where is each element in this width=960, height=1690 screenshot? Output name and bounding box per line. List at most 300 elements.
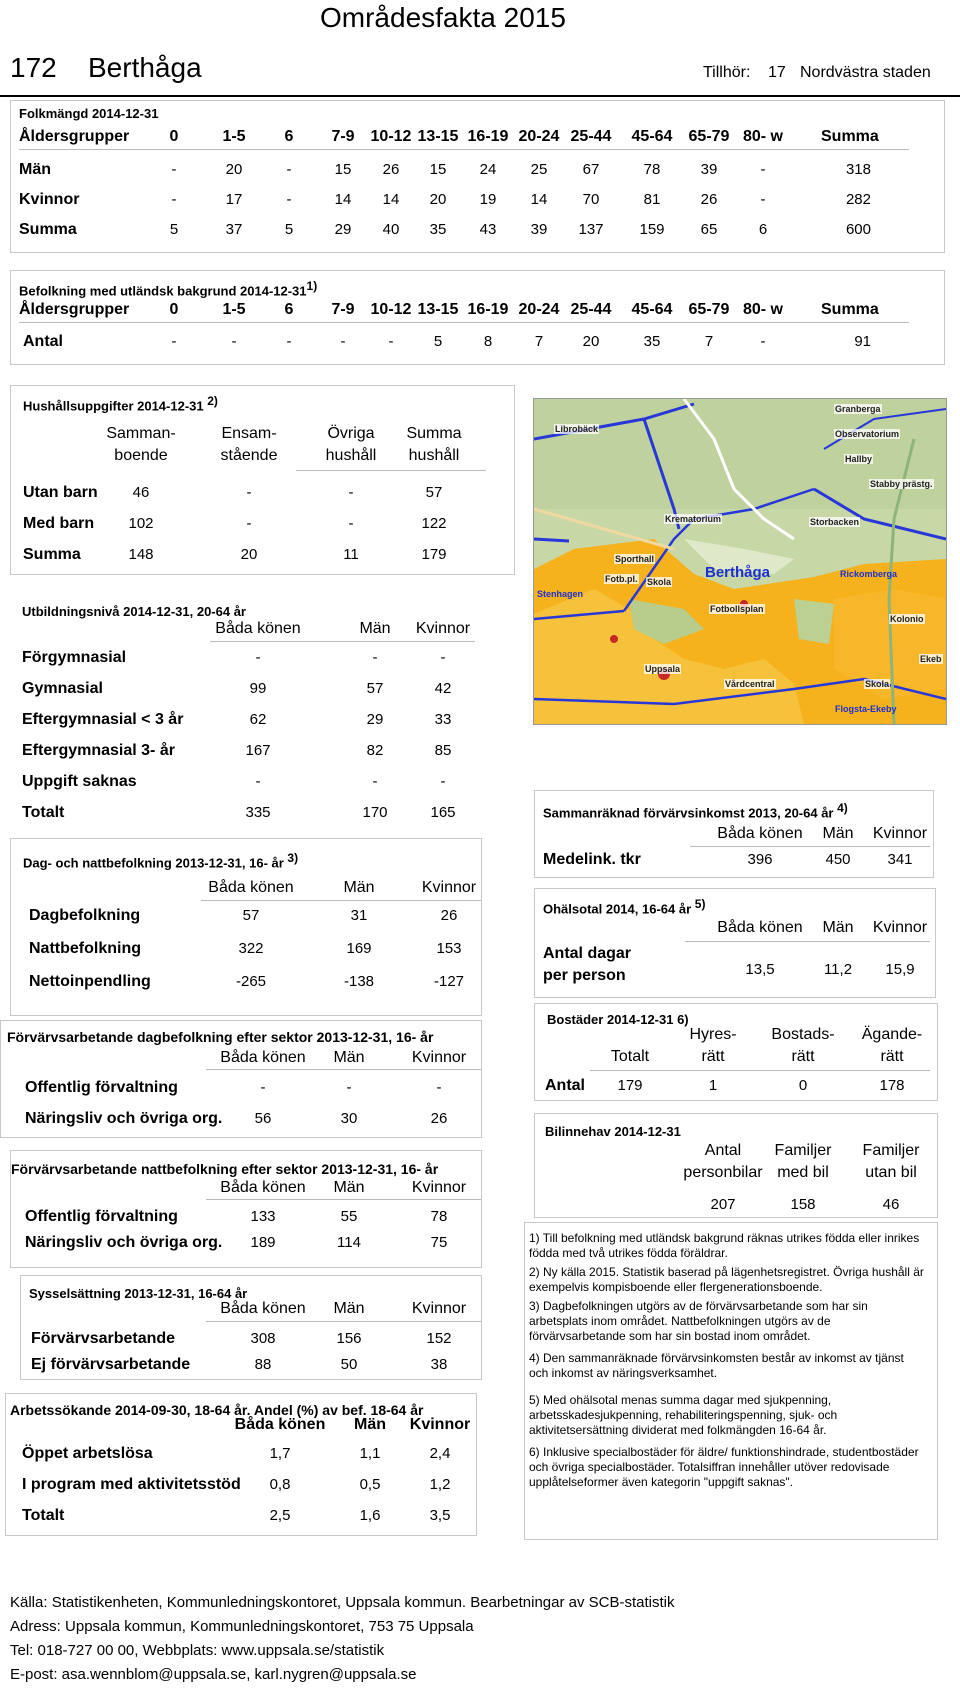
age-col-header: 65-79	[688, 128, 730, 145]
cell-value: 322	[238, 940, 264, 957]
age-col-header: 1-5	[222, 301, 246, 318]
row-label: Nettoinpendling	[29, 973, 151, 990]
section-title: Sysselsättning 2013-12-31, 16-64 år	[29, 1286, 248, 1301]
cell-value: 122	[421, 515, 447, 532]
cell-value: 70	[582, 191, 600, 208]
cell-value: 179	[617, 1077, 643, 1094]
cell-value: 55	[340, 1208, 358, 1225]
cell-value: 335	[245, 804, 271, 821]
cell-value: 75	[430, 1234, 448, 1251]
section-title: Ohälsotal 2014, 16-64 år $^{5)}$	[543, 897, 706, 917]
map-place-label: Observatorium	[835, 429, 900, 439]
cell-value: -	[246, 484, 252, 501]
map-place-label: Krematorium	[665, 514, 722, 524]
footnote: 1) Till befolkning med utländsk bakgrund räknas utrikes födda eller inrikes födda med två utrikes födda föräldrar.	[529, 1231, 920, 1260]
column-header: Båda könen	[220, 1300, 306, 1317]
map-place-label: Rickomberga	[840, 569, 898, 579]
header-underline	[690, 846, 930, 847]
age-col-header: 20-24	[518, 128, 560, 145]
sum-value: 91	[854, 333, 871, 350]
column-header: Totalt	[610, 1048, 650, 1065]
section-title: Hushållsuppgifter 2014-12-31 $^{2)}$	[23, 394, 218, 414]
column-header: Bostads-	[771, 1026, 835, 1043]
age-col-header: 6	[284, 301, 294, 318]
cell-value: 29	[334, 221, 352, 238]
footnote: 4) Den sammanräknade förvärvsinkomsten består av inkomst av tjänst och inkomst av näringsverksamhet.	[529, 1351, 904, 1380]
cell-value: -	[171, 333, 177, 350]
column-header: Samman-	[106, 425, 176, 442]
cell-value: 20	[240, 546, 258, 563]
cell-value: -	[348, 484, 354, 501]
column-header: Familjer	[774, 1142, 832, 1159]
column-header: Män	[333, 1179, 365, 1196]
cell-value: 29	[366, 711, 384, 728]
cell-value: 207	[710, 1196, 736, 1213]
cell-value: -	[346, 1079, 352, 1096]
section-title: Utbildningsnivå 2014-12-31, 20-64 år	[22, 604, 246, 619]
belongs-label: Tillhör:	[703, 64, 751, 81]
row-label: Dagbefolkning	[29, 907, 141, 924]
map-place-label: Ekeb	[920, 654, 942, 664]
cell-value: -	[246, 515, 252, 532]
age-col-header: 45-64	[631, 128, 673, 145]
footnote: 6) Inklusive specialbostäder för äldre/ funktionshindrade, studentbostäder och övriga specialbostäder. Totalsiffran innehåller utöver redovisade upplåtelseformer även kategorin "uppgift saknas".	[529, 1445, 919, 1489]
cell-value: -	[286, 161, 292, 178]
address-line: Adress: Uppsala kommun, Kommunledningskontoret, 753 75 Uppsala	[10, 1618, 474, 1635]
map-place-label: Fotbollsplan	[710, 604, 764, 614]
cell-value: 20	[429, 191, 447, 208]
column-header: Kvinnor	[411, 1179, 467, 1196]
row-label: Antal	[23, 333, 63, 350]
row-label: Män	[19, 161, 51, 178]
column-header: Familjer	[862, 1142, 920, 1159]
row-label: Offentlig förvaltning	[25, 1208, 178, 1225]
area-code: 172	[10, 52, 57, 83]
header-underline	[206, 1069, 481, 1070]
column-header: Ensam-	[221, 425, 277, 442]
cell-value: 137	[578, 221, 604, 238]
age-col-header: 7-9	[331, 301, 355, 318]
cell-value: 33	[434, 711, 452, 728]
row-label: Totalt	[22, 1507, 65, 1524]
column-header: Kvinnor	[421, 879, 477, 896]
map-place-label: Granberga	[835, 404, 881, 414]
cell-value: 13,5	[745, 961, 775, 978]
cell-value: 57	[242, 907, 260, 924]
foreign-background-section	[10, 270, 945, 365]
cell-value: 7	[534, 333, 544, 350]
row-label: Kvinnor	[19, 191, 80, 208]
cell-value: 24	[479, 161, 497, 178]
cell-value: 62	[249, 711, 267, 728]
income-section	[534, 790, 934, 878]
cell-value: 31	[350, 907, 368, 924]
row-label: Antal	[545, 1077, 585, 1094]
age-col-header: 6	[284, 128, 294, 145]
cell-value: 57	[366, 680, 384, 697]
cell-value: 1,7	[269, 1445, 291, 1462]
column-header: Kvinnor	[409, 1416, 471, 1433]
column-header: hushåll	[325, 447, 377, 464]
housing-section	[534, 1003, 938, 1101]
map-place-label: Uppsala	[645, 664, 681, 674]
row-label: Summa	[23, 546, 81, 563]
cell-value: 179	[421, 546, 447, 563]
cell-value: 38	[430, 1356, 448, 1373]
cell-value: 8	[483, 333, 493, 350]
header-underline	[206, 1199, 481, 1200]
cell-value: 40	[382, 221, 400, 238]
cell-value: 189	[250, 1234, 276, 1251]
footnote: 2) Ny källa 2015. Statistik baserad på lägenhetsregistret. Övriga hushåll är exempelvis kompisboende eller flergenerationsboende.	[529, 1265, 924, 1294]
cell-value: 85	[434, 742, 452, 759]
cell-value: 178	[879, 1077, 905, 1094]
row-label: Offentlig förvaltning	[25, 1079, 178, 1096]
cell-value: -127	[433, 973, 465, 990]
cell-value: 78	[430, 1208, 448, 1225]
sum-header: Summa	[821, 301, 879, 318]
column-header: Män	[333, 1300, 365, 1317]
column-header: Båda könen	[234, 1416, 326, 1433]
row-label: Nattbefolkning	[29, 940, 141, 957]
cell-value: 396	[747, 851, 773, 868]
cell-value: 2,4	[429, 1445, 451, 1462]
map-place-label: Storbacken	[810, 517, 860, 527]
email-line: E-post: asa.wennblom@uppsala.se, karl.nygren@uppsala.se	[10, 1666, 417, 1683]
map-place-label: Sporthall	[615, 554, 655, 564]
source-line: Källa: Statistikenheten, Kommunledningskontoret, Uppsala kommun. Bearbetningar av SCB-statistik	[10, 1594, 675, 1611]
section-title: Sammanräknad förvärvsinkomst 2013, 20-64 år $^{4)}$	[543, 801, 848, 821]
day-night-section	[10, 838, 482, 1016]
column-header: Hyres-	[689, 1026, 737, 1043]
column-header: hushåll	[408, 447, 460, 464]
cell-value: 50	[340, 1356, 358, 1373]
cell-value: 5	[284, 221, 294, 238]
section-title: Dag- och nattbefolkning 2013-12-31, 16- år $^{3)}$	[23, 851, 299, 871]
cell-value: 15	[429, 161, 447, 178]
column-header: Ägande-	[861, 1026, 923, 1043]
cell-value: 3,5	[429, 1507, 451, 1524]
column-header: Båda könen	[220, 1179, 306, 1196]
age-col-header: 80- w	[742, 128, 783, 145]
map-place-label: Stenhagen	[537, 589, 584, 599]
row-label: Med barn	[23, 515, 95, 532]
column-header: Kvinnor	[411, 1300, 467, 1317]
header-underline	[590, 1070, 930, 1071]
age-col-header: 25-44	[570, 128, 612, 145]
cell-value: -265	[235, 973, 267, 990]
sum-header: Summa	[821, 128, 879, 145]
cell-value: -	[440, 649, 446, 666]
cell-value: -	[340, 333, 346, 350]
contact-line: Tel: 018-727 00 00, Webbplats: www.uppsala.se/statistik	[10, 1642, 385, 1659]
cell-value: 102	[128, 515, 154, 532]
column-header: rätt	[880, 1048, 904, 1065]
row-label: I program med aktivitetsstöd	[22, 1476, 241, 1493]
jobseekers-section	[5, 1393, 477, 1536]
section-title: Arbetssökande 2014-09-30, 18-64 år. Andel (%) av bef. 18-64 år	[10, 1402, 424, 1418]
cell-value: 1	[708, 1077, 718, 1094]
column-header: Kvinnor	[872, 825, 928, 842]
cell-value: 148	[128, 546, 154, 563]
cell-value: -	[372, 649, 378, 666]
cell-value: -	[255, 649, 261, 666]
cars-section	[534, 1113, 938, 1218]
cell-value: -	[760, 161, 766, 178]
cell-value: 81	[643, 191, 661, 208]
column-header: Summa	[406, 425, 462, 442]
cell-value: -	[286, 191, 292, 208]
column-header: Båda könen	[717, 825, 803, 842]
section-title: Förvärvsarbetande dagbefolkning efter sektor 2013-12-31, 16- år	[7, 1029, 434, 1045]
column-header: Kvinnor	[872, 919, 928, 936]
age-col-header: 16-19	[467, 301, 509, 318]
cell-value: 82	[366, 742, 384, 759]
cell-value: 26	[440, 907, 458, 924]
row-label: Eftergymnasial < 3 år	[22, 711, 184, 728]
age-col-header: 1-5	[222, 128, 246, 145]
cell-value: 5	[433, 333, 443, 350]
household-section	[10, 385, 515, 575]
cell-value: 1,1	[359, 1445, 381, 1462]
cell-value: 6	[758, 221, 768, 238]
header-underline	[201, 900, 481, 901]
cell-value: -	[436, 1079, 442, 1096]
row-label-line2: per person	[543, 967, 626, 984]
row-label: Medelink. tkr	[543, 851, 641, 868]
sector-day-section	[0, 1020, 482, 1138]
cell-value: 26	[382, 161, 400, 178]
cell-value: 308	[250, 1330, 276, 1347]
cell-value: 156	[336, 1330, 362, 1347]
cell-value: 56	[254, 1110, 272, 1127]
header-underline	[206, 1321, 481, 1322]
column-header: Män	[822, 919, 854, 936]
column-header: med bil	[777, 1164, 829, 1181]
column-header: Män	[822, 825, 854, 842]
row-label: Förgymnasial	[22, 649, 127, 666]
header-underline	[296, 470, 486, 471]
age-col-header: 0	[169, 301, 179, 318]
age-col-header: 65-79	[688, 301, 730, 318]
row-label: Uppgift saknas	[22, 773, 137, 790]
cell-value: 35	[643, 333, 661, 350]
section-title: Folkmängd 2014-12-31	[19, 106, 159, 121]
row-label-line1: Antal dagar	[543, 945, 632, 962]
education-section	[10, 588, 480, 838]
cell-value: -138	[343, 973, 375, 990]
age-col-header: 10-12	[370, 128, 412, 145]
cell-value: 158	[790, 1196, 816, 1213]
column-header: utan bil	[865, 1164, 917, 1181]
row-label: Eftergymnasial 3- år	[22, 742, 175, 759]
cell-value: -	[171, 191, 177, 208]
column-header: rätt	[791, 1048, 815, 1065]
cell-value: 57	[425, 484, 443, 501]
column-header: Män	[359, 620, 391, 637]
cell-value: 133	[250, 1208, 276, 1225]
cell-value: 88	[254, 1356, 272, 1373]
cell-value: 46	[882, 1196, 900, 1213]
column-header: Kvinnor	[415, 620, 471, 637]
cell-value: 39	[700, 161, 718, 178]
column-header: Båda könen	[215, 620, 301, 637]
cell-value: 0,5	[359, 1476, 381, 1493]
header-underline	[685, 941, 930, 942]
cell-value: 37	[225, 221, 243, 238]
cell-value: 11,2	[823, 961, 853, 978]
column-header: Båda könen	[208, 879, 294, 896]
cell-value: 20	[225, 161, 243, 178]
section-title: Befolkning med utländsk bakgrund 2014-12-31$^{1)}$	[19, 279, 318, 299]
cell-value: -	[388, 333, 394, 350]
cell-value: 20	[582, 333, 600, 350]
header-underline	[19, 149, 909, 150]
age-col-header: 25-44	[570, 301, 612, 318]
column-header: Män	[354, 1416, 386, 1433]
cell-value: -	[760, 191, 766, 208]
cell-value: 30	[340, 1110, 358, 1127]
row-label: Summa	[19, 221, 77, 238]
row-label: Öppet arbetslösa	[22, 1445, 153, 1462]
cell-value: 43	[479, 221, 497, 238]
cell-value: 39	[530, 221, 548, 238]
cell-value: -	[171, 161, 177, 178]
header-rule	[0, 95, 960, 97]
cell-value: 14	[530, 191, 548, 208]
age-col-header: 13-15	[417, 128, 459, 145]
cell-value: -	[231, 333, 237, 350]
cell-value: 1,2	[429, 1476, 451, 1493]
column-header: Kvinnor	[411, 1049, 467, 1066]
section-title: Bostäder 2014-12-31 6)	[547, 1012, 689, 1027]
footnotes-section	[524, 1222, 938, 1540]
column-header: Övriga	[327, 425, 375, 442]
cell-value: 153	[436, 940, 462, 957]
sector-night-section	[10, 1150, 482, 1268]
cell-value: 341	[887, 851, 913, 868]
cell-value: 17	[225, 191, 243, 208]
cell-value: -	[440, 773, 446, 790]
cell-value: 159	[639, 221, 665, 238]
age-col-header: 80- w	[742, 301, 783, 318]
cell-value: 67	[582, 161, 600, 178]
cell-value: 65	[700, 221, 718, 238]
cell-value: 78	[643, 161, 661, 178]
column-header: rätt	[701, 1048, 725, 1065]
section-title: Bilinnehav 2014-12-31	[545, 1124, 681, 1139]
cell-value: 0,8	[269, 1476, 291, 1493]
section-title: Förvärvsarbetande nattbefolkning efter sektor 2013-12-31, 16- år	[11, 1161, 439, 1177]
age-col-header: 16-19	[467, 128, 509, 145]
row-label: Gymnasial	[22, 680, 103, 697]
map-place-label: Hallby	[845, 454, 873, 464]
cell-value: 0	[798, 1077, 808, 1094]
belongs-code: 17	[768, 64, 786, 81]
column-header: Män	[343, 879, 375, 896]
age-group-header: Åldersgrupper	[19, 128, 130, 145]
column-header: Båda könen	[717, 919, 803, 936]
column-header: stående	[220, 447, 278, 464]
cell-value: 26	[430, 1110, 448, 1127]
map-place-label: Skola	[865, 679, 890, 689]
cell-value: 14	[334, 191, 352, 208]
map-place-label: Vårdcentral	[725, 679, 775, 689]
column-header: Män	[333, 1049, 365, 1066]
cell-value: 1,6	[359, 1507, 381, 1524]
sum-value: 282	[845, 191, 871, 208]
cell-value: 15,9	[885, 961, 915, 978]
cell-value: 114	[337, 1234, 361, 1251]
row-label: Förvärvsarbetande	[31, 1330, 176, 1347]
row-label: Näringsliv och övriga org.	[25, 1110, 223, 1127]
area-name: Berthåga	[88, 52, 202, 83]
map-place-label: Stabby prästg.	[870, 479, 933, 489]
cell-value: -	[348, 515, 354, 532]
cell-value: 35	[429, 221, 447, 238]
footnote: 5) Med ohälsotal menas summa dagar med sjukpenning, arbetsskadesjukpenning, rehabiliteringspenning, sjuk- och aktivitetsersättning dividerat med folkmängden 16-64 år.	[529, 1393, 838, 1437]
sum-value: 318	[845, 161, 871, 178]
map-place-label: Fotb.pl.	[605, 574, 638, 584]
age-col-header: 45-64	[631, 301, 673, 318]
sum-value: 600	[845, 221, 871, 238]
cell-value: 46	[132, 484, 150, 501]
age-col-header: 0	[169, 128, 179, 145]
cell-value: 167	[245, 742, 271, 759]
cell-value: -	[260, 1079, 266, 1096]
column-header: Båda könen	[220, 1049, 306, 1066]
cell-value: 165	[430, 804, 456, 821]
row-label: Ej förvärvsarbetande	[31, 1356, 191, 1373]
row-label: Näringsliv och övriga org.	[25, 1234, 223, 1251]
cell-value: 11	[343, 546, 359, 563]
cell-value: -	[372, 773, 378, 790]
cell-value: 2,5	[269, 1507, 291, 1524]
column-header: Antal	[704, 1142, 742, 1159]
cell-value: 450	[825, 851, 851, 868]
cell-value: 42	[434, 680, 452, 697]
map-place-label: Kolonio	[890, 614, 924, 624]
age-col-header: 7-9	[331, 128, 355, 145]
cell-value: 7	[704, 333, 714, 350]
column-header: personbilar	[683, 1164, 763, 1181]
cell-value: 15	[334, 161, 352, 178]
map-place-label: Skola	[647, 577, 672, 587]
cell-value: 170	[362, 804, 388, 821]
cell-value: -	[760, 333, 766, 350]
sickness-section	[534, 888, 936, 998]
age-col-header: 20-24	[518, 301, 560, 318]
header-underline	[210, 641, 475, 642]
row-label: Totalt	[22, 804, 65, 821]
age-col-header: 10-12	[370, 301, 412, 318]
area-map	[533, 398, 947, 725]
population-section	[10, 100, 945, 253]
cell-value: 99	[249, 680, 267, 697]
map-place-label: Flogsta-Ekeby	[835, 704, 897, 714]
belongs-name: Nordvästra staden	[800, 64, 931, 81]
column-header: boende	[114, 447, 168, 464]
map-place-label: Berthåga	[705, 564, 771, 581]
employment-section	[20, 1275, 482, 1380]
map-place-label: Librobäck	[555, 424, 599, 434]
row-label: Utan barn	[23, 484, 98, 501]
footnote: 3) Dagbefolkningen utgörs av de förvärvsarbetande som har sin arbetsplats inom området. Nattbefolkningen utgörs av de förvärvsarbetande som har sin bostad inom området.	[529, 1299, 868, 1343]
cell-value: -	[286, 333, 292, 350]
cell-value: 152	[426, 1330, 452, 1347]
page-title: Områdesfakta 2015	[320, 2, 566, 33]
age-group-header: Åldersgrupper	[19, 301, 130, 318]
